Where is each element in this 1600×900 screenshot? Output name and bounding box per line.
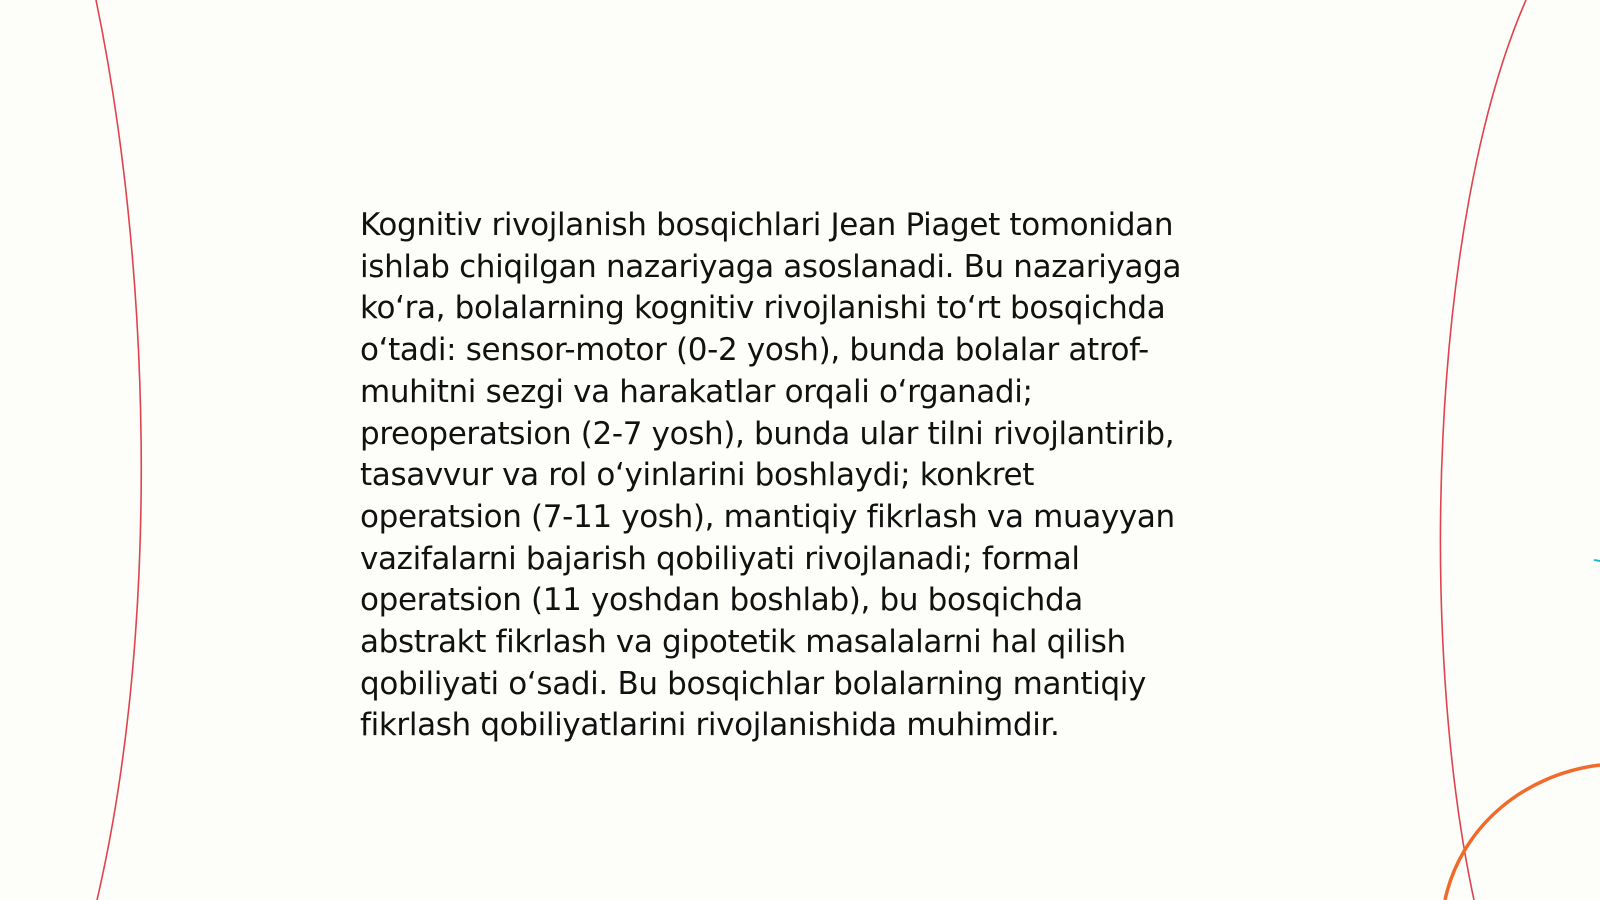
paragraph-line: qobiliyati oʻsadi. Bu bosqichlar bolalarning mantiqiy	[360, 665, 1147, 702]
paragraph-line: koʻra, bolalarning kognitiv rivojlanishi toʻrt bosqichda	[360, 290, 1166, 327]
paragraph-line: operatsion (7-11 yosh), mantiqiy fikrlash va muayyan	[360, 498, 1175, 535]
orange-arc	[1445, 765, 1600, 900]
paragraph-line: Kognitiv rivojlanish bosqichlari Jean Piaget tomonidan	[360, 207, 1174, 243]
paragraph-line: operatsion (11 yoshdan boshlab), bu bosqichda	[360, 582, 1083, 619]
paragraph-line: abstrakt fikrlash va gipotetik masalalarni hal qilish	[360, 624, 1126, 661]
body-paragraph	[360, 205, 1260, 747]
right-red-curve	[1440, 0, 1526, 900]
paragraph-line: vazifalarni bajarish qobiliyati rivojlanadi; formal	[360, 540, 1080, 577]
paragraph-line: tasavvur va rol oʻyinlarini boshlaydi; konkret	[360, 457, 1035, 494]
paragraph-line: oʻtadi: sensor-motor (0-2 yosh), bunda bolalar atrof-	[360, 332, 1149, 369]
paragraph-line: ishlab chiqilgan nazariyaga asoslanadi. Bu nazariyaga	[360, 248, 1182, 285]
paragraph-line: preoperatsion (2-7 yosh), bunda ular tilni rivojlantirib,	[360, 415, 1175, 452]
paragraph-line: fikrlash qobiliyatlarini rivojlanishida muhimdir.	[360, 707, 1060, 744]
paragraph-line: muhitni sezgi va harakatlar orqali oʻrganadi;	[360, 373, 1033, 410]
teal-accent-mark	[1594, 560, 1600, 561]
left-red-curve	[96, 0, 141, 900]
